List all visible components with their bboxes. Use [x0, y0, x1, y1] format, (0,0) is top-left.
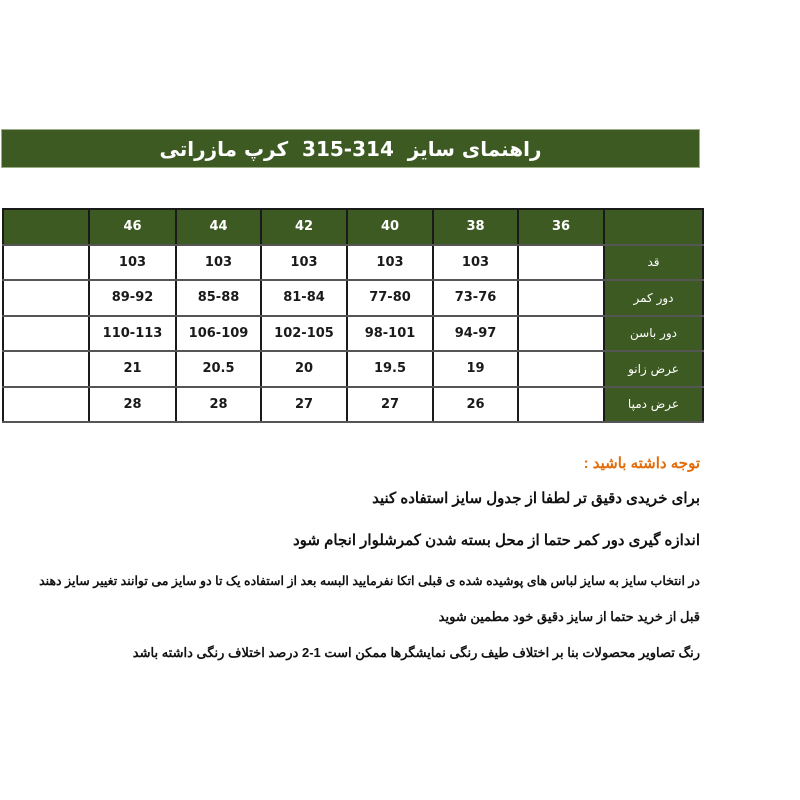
table-row-waist	[3, 280, 703, 316]
table-cell: 106-109	[176, 316, 261, 352]
note-line: اندازه گیری دور کمر حتما از محل بسته شدن کمرشلوار انجام شود	[292, 532, 700, 549]
note-line: قبل از خرید حتما از سایز دقیق خود مطمین شوید	[438, 609, 700, 624]
table-cell: 77-80	[347, 280, 433, 316]
table-cell: 26	[433, 387, 518, 423]
table-cell: 19.5	[347, 351, 433, 387]
notes-heading: توجه داشته باشید :	[583, 455, 700, 472]
table-cell-empty	[3, 280, 89, 316]
table-cell: 73-76	[433, 280, 518, 316]
page-title: راهنمای سایز 314-315 کرپ مازراتی	[159, 136, 542, 161]
table-cell-empty	[3, 245, 89, 281]
table-cell: 28	[176, 387, 261, 423]
table-cell: 27	[347, 387, 433, 423]
table-cell: 20	[261, 351, 347, 387]
table-cell-empty	[518, 316, 604, 352]
note-line: رنگ تصاویر محصولات بنا بر اختلاف طیف رنگی نمایشگرها ممکن است 1-2 درصد اختلاف رنگی داشته باشد	[132, 645, 700, 660]
row-label-knee: عرض زانو	[604, 351, 703, 387]
table-cell: 102-105	[261, 316, 347, 352]
table-cell: 103	[176, 245, 261, 281]
table-cell-empty	[518, 280, 604, 316]
size-guide-table	[2, 208, 704, 423]
table-cell: 103	[433, 245, 518, 281]
table-cell: 21	[89, 351, 176, 387]
size-header-40: 40	[347, 209, 433, 245]
table-cell-empty	[518, 387, 604, 423]
table-cell: 110-113	[89, 316, 176, 352]
note-line: برای خریدی دقیق تر لطفا از جدول سایز استفاده کنید	[372, 490, 700, 507]
size-header-38: 38	[433, 209, 518, 245]
table-cell: 20.5	[176, 351, 261, 387]
size-header-44: 44	[176, 209, 261, 245]
table-cell: 19	[433, 351, 518, 387]
table-cell: 27	[261, 387, 347, 423]
note-line: در انتخاب سایز به سایز لباس های پوشیده شده ی قبلی اتکا نفرمایید البسه بعد از استفاده یک تا دو سایز می توانند تغییر سایز دهند	[39, 574, 700, 588]
table-cell: 98-101	[347, 316, 433, 352]
table-cell-empty	[3, 351, 89, 387]
table-cell-empty	[3, 387, 89, 423]
table-cell: 94-97	[433, 316, 518, 352]
table-cell-empty	[518, 351, 604, 387]
header-empty-left	[3, 209, 89, 245]
table-row-hem	[3, 387, 703, 423]
size-header-42: 42	[261, 209, 347, 245]
table-cell-empty	[3, 316, 89, 352]
table-cell: 103	[89, 245, 176, 281]
table-row-height	[3, 245, 703, 281]
row-label-hip: دور باسن	[604, 316, 703, 352]
table-cell: 28	[89, 387, 176, 423]
header-corner	[604, 209, 703, 245]
table-cell: 81-84	[261, 280, 347, 316]
table-row-knee	[3, 351, 703, 387]
title-bar	[1, 129, 700, 168]
size-header-46: 46	[89, 209, 176, 245]
table-cell: 103	[347, 245, 433, 281]
row-label-height: قد	[604, 245, 703, 281]
row-label-waist: دور کمر	[604, 280, 703, 316]
table-cell: 89-92	[89, 280, 176, 316]
table-row-hip	[3, 316, 703, 352]
row-label-hem: عرض دمپا	[604, 387, 703, 423]
size-header-36: 36	[518, 209, 604, 245]
table-header-row	[3, 209, 703, 245]
table-cell-empty	[518, 245, 604, 281]
table-cell: 103	[261, 245, 347, 281]
table-cell: 85-88	[176, 280, 261, 316]
